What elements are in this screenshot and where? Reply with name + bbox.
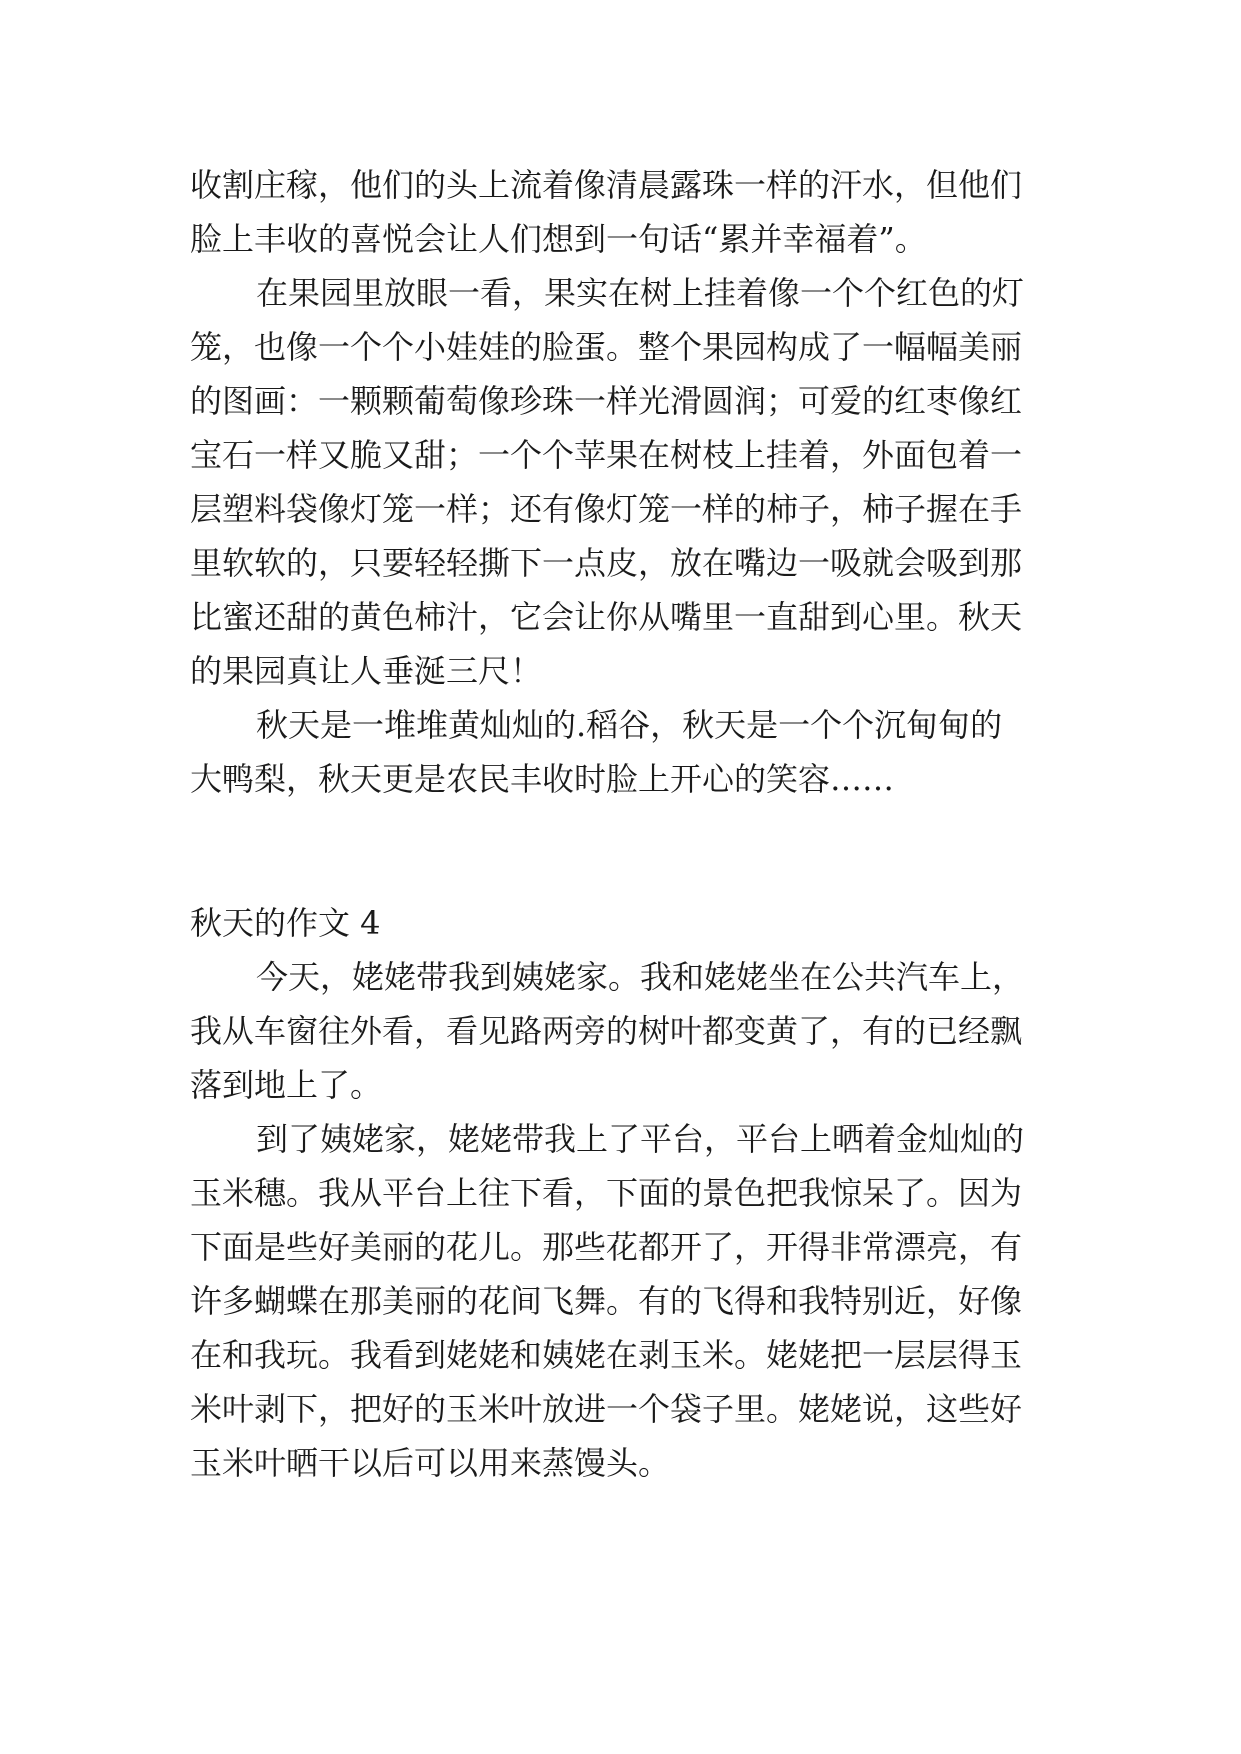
essay-title: 秋天的作文 4 [190,904,381,942]
paragraph-line: 在和我玩。我看到姥姥和姨姥在剥玉米。姥姥把一层层得玉 [190,1336,1023,1374]
paragraph-line: 脸上丰收的喜悦会让人们想到一句话“累并幸福着”。 [190,220,927,258]
paragraph-line: 在果园里放眼一看，果实在树上挂着像一个个红色的灯 [256,274,1025,312]
paragraph-line: 玉米穗。我从平台上往下看，下面的景色把我惊呆了。因为 [190,1174,1023,1212]
essay-3-continued [190,158,1024,806]
paragraph-line: 许多蝴蝶在那美丽的花间飞舞。有的飞得和我特别近，好像 [190,1282,1023,1320]
essay-4 [190,896,1024,1490]
paragraph-line: 宝石一样又脆又甜；一个个苹果在树枝上挂着，外面包着一 [190,436,1023,474]
paragraph-line: 米叶剥下，把好的玉米叶放进一个袋子里。姥姥说，这些好 [190,1390,1023,1428]
paragraph-line: 笼，也像一个个小娃娃的脸蛋。整个果园构成了一幅幅美丽 [190,328,1023,366]
paragraph-line: 收割庄稼，他们的头上流着像清晨露珠一样的汗水，但他们 [190,166,1023,204]
paragraph-line: 我从车窗往外看，看见路两旁的树叶都变黄了，有的已经飘 [190,1012,1023,1050]
paragraph-line: 比蜜还甜的黄色柿汁，它会让你从嘴里一直甜到心里。秋天 [190,598,1023,636]
paragraph-line: 玉米叶晒干以后可以用来蒸馒头。 [190,1444,671,1482]
paragraph-line: 的果园真让人垂涎三尺！ [190,652,543,690]
paragraph-line: 到了姨姥家，姥姥带我上了平台，平台上晒着金灿灿的 [256,1120,1025,1158]
paragraph-line: 下面是些好美丽的花儿。那些花都开了，开得非常漂亮，有 [190,1228,1023,1266]
paragraph-line: 今天，姥姥带我到姨姥家。我和姥姥坐在公共汽车上， [256,958,1025,996]
paragraph-line: 秋天是一堆堆黄灿灿的.稻谷，秋天是一个个沉甸甸的 [256,706,1003,744]
paragraph-line: 大鸭梨，秋天更是农民丰收时脸上开心的笑容…… [190,760,895,798]
paragraph-line: 落到地上了。 [190,1066,383,1104]
paragraph-line: 层塑料袋像灯笼一样；还有像灯笼一样的柿子，柿子握在手 [190,490,1023,528]
paragraph-line: 里软软的，只要轻轻撕下一点皮，放在嘴边一吸就会吸到那 [190,544,1023,582]
paragraph-line: 的图画：一颗颗葡萄像珍珠一样光滑圆润；可爱的红枣像红 [190,382,1023,420]
